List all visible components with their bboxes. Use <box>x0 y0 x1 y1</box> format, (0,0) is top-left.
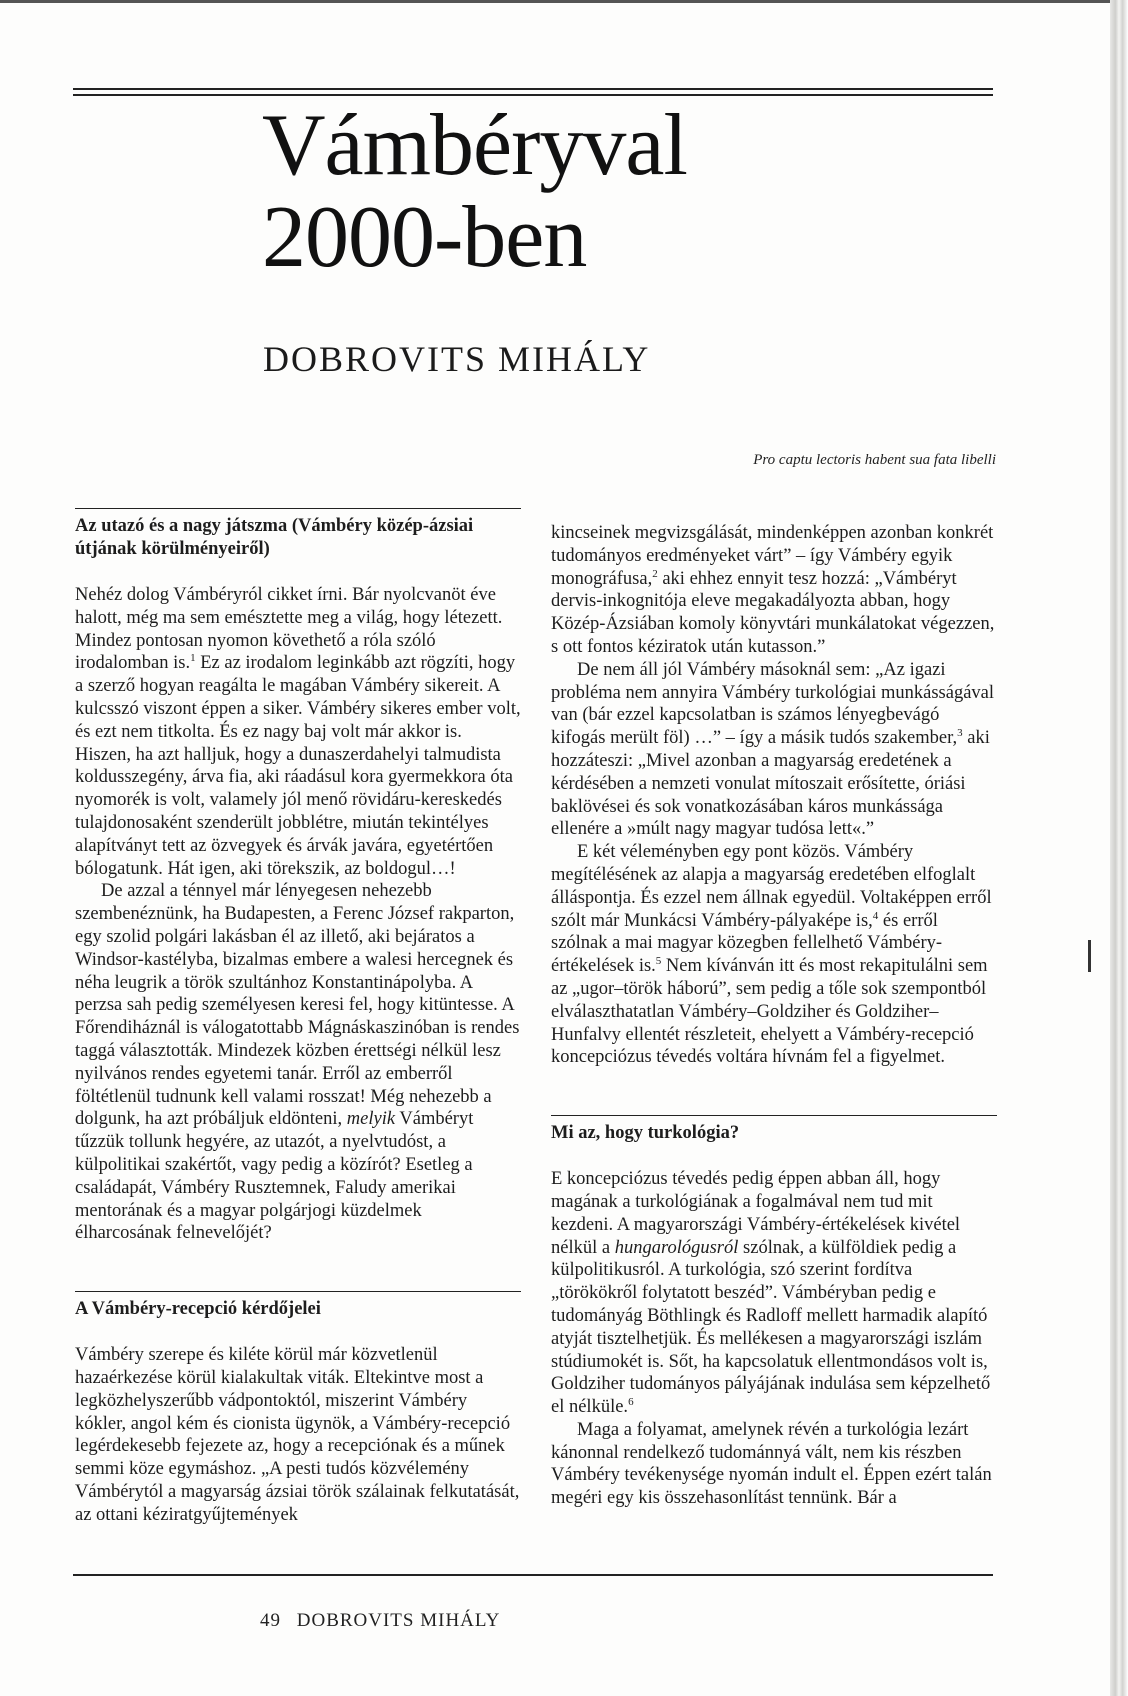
section-heading: Mi az, hogy turkológia? <box>551 1115 997 1145</box>
header-double-rule <box>73 88 993 96</box>
footnote-ref[interactable]: 5 <box>655 954 662 967</box>
left-column <box>75 508 521 1526</box>
article-title <box>262 97 687 286</box>
paragraph: De nem áll jól Vámbéry másoknál sem: „Az igazi probléma nem annyira Vámbéry turkológiai munkásságával van (bár ezzel kapcsolatban is számos lényegbevágó kifogás merült föl) …” – így a másik tudós szakember,$^3$ aki hozzáteszi: „Mivel azonban a magyarság eredetének a kérdésében a nemzeti vonulat mítoszait erősítette, óriási baklövései és sok vonatkozásában káros munkássága ellenére a »múlt nagy magyar tudósa lett«.” <box>551 659 995 840</box>
paragraph: Nehéz dolog Vámbéryról cikket írni. Bár nyolcvanöt éve halott, még ma sem emésztette meg a világ, hogy létezett. Mindez pontosan nyomon követhető a róla szóló irodalomban is.$^1$ Ez az irodalom leginkább azt rögzíti, hogy a szerző hogyan reagálta le magában Vámbéry sikereit. A kulcsszó viszont éppen a siker. Vámbéry sikeres ember volt, és ezt nem titkolta. És ez nagy baj volt már akkor is. Hiszen, ha azt halljuk, hogy a dunaszerdahelyi talmudista koldusszegény, árva fia, aki ráadásul kora gyermekkora óta nyomorék is volt, valamely jól menő rövidáru-kereskedés tulajdonosaként szenderült jobblétre, miután tekintélyes alapítványt tett az özvegyek és árvák javára, egyetértően bólogatunk. Hát igen, aki törekszik, az boldogul…! <box>75 585 521 879</box>
section-heading: Az utazó és a nagy játszma (Vámbéry közép-ázsiai útjának körülményeiről) <box>75 508 521 561</box>
title-line-1: Vámbéryval <box>262 97 687 194</box>
author-name: DOBROVITS MIHÁLY <box>263 339 651 379</box>
scan-top-edge <box>0 0 1110 3</box>
paragraph: Maga a folyamat, amelynek révén a turkológia lezárt kánonnal rendelkező tudománnyá vált, nem kis részben Vámbéry tevékenysége nyomán indult el. Éppen ezért talán megéri egy kis összehasonlítást tennünk. Bár a <box>551 1419 992 1509</box>
title-line-2: 2000-ben <box>262 189 587 286</box>
page-number: 49 <box>260 1610 281 1631</box>
footnote-ref[interactable]: 2 <box>652 567 658 580</box>
footnote-ref[interactable]: 3 <box>957 727 963 740</box>
footnote-ref[interactable]: 4 <box>872 909 879 922</box>
scan-artifact <box>1088 940 1091 972</box>
right-column <box>551 522 997 1510</box>
paragraph: De azzal a ténnyel már lényegesen nehezebb szembenéznünk, ha Budapesten, a Ferenc József rakparton, egy szolid polgári lakásban él az illető, aki bejáratos a Windsor-kastélyba, bizalmas embere a walesi hercegnek és néha leugrik a török szultánhoz Konstantinápolyba. A perzsa sah pedig személyesen keresi fel, hogy kitüntesse. A Főrendiháznál is válogatottabb Mágnáskaszinóban is rendes taggá választották. Mindezek közben érettségi nélkül lesz nyilvános rendes egyetemi tanár. Erről az emberről föltétlenül tudnunk kell valami rosszat! Még nehezebb a dolgunk, ha azt próbáljuk eldönteni, melyik Vámbéryt tűzzük tollunk hegyére, az utazót, a nyelvtudóst, a külpolitikai szakértőt, vagy pedig a közírót? Esetleg a családapát, Vámbéry Rusztemnek, Faludy amerikai mentorának és a magyar polgárjogi küzdelmek élharcosának felnevelőjét? <box>75 881 520 1244</box>
footer-rule <box>73 1574 993 1576</box>
paragraph: kincseinek megvizsgálását, mindenképpen azonban konkrét tudományos eredményeket várt” – így Vámbéry egyik monográfusa,$^2$ aki ehhez ennyit tesz hozzá: „Vámbéryt dervis-inkognitója eleve megakadályozta abban, hogy Közép-Ázsiában komoly könyvtári munkálatokat végezzen, s ott fontos kéziratok után kutasson.” <box>551 523 995 657</box>
epigraph: Pro captu lectoris habent sua fata libelli <box>753 452 996 468</box>
scan-page-edge <box>1110 0 1128 1696</box>
running-head: DOBROVITS MIHÁLY <box>296 1610 501 1631</box>
footnote-ref[interactable]: 1 <box>190 652 196 665</box>
footnote-ref[interactable]: 6 <box>628 1395 634 1408</box>
paragraph: E koncepciózus tévedés pedig éppen abban áll, hogy magának a turkológiának a fogalmával nem tud mit kezdeni. A magyarországi Vámbéry-értékelések kivétel nélkül a hungarológusról szólnak, a külföldiek pedig a külpolitikusról. A turkológia, szó szerint fordítva „törökökről folytatott beszéd”. Vámbéryban pedig e tudományág Böthlingk és Radloff mellett harmadik alapító atyját tisztelhetjük. És mellékesen a magyarországi iszlám stúdiumokét is. Sőt, ha kapcsolatuk ellentmondásos volt is, Goldziher tudományos pályájának indulása sem képzelhető el nélküle.$^6$ <box>551 1169 991 1418</box>
page-footer <box>260 1610 500 1632</box>
section-heading: A Vámbéry-recepció kérdőjelei <box>75 1291 521 1321</box>
paragraph: E két véleményben egy pont közös. Vámbéry megítélésének az alapja a magyarság eredetében elfoglalt álláspontja. És ezzel nem állnak egyedül. Voltaképpen erről szólt már Munkácsi Vámbéry-pályaképe is,$^4$ és erről szólnak a mai magyar közegben fellelhető Vámbéry-értékelések is.$^5$ Nem kívánván itt és most rekapitulálni sem az „ugor–török háború”, sem pedig a tőle sok szempontból elválaszthatatlan Vámbéry–Goldziher és Goldziher–Hunfalvy ellentét részleteit, ehelyett a Vámbéry-recepció koncepciózus tévedés voltára hívnám fel a figyelmet. <box>551 842 992 1068</box>
paragraph: Vámbéry szerepe és kiléte körül már közvetlenül hazaérkezése körül kialakultak viták. Eltekintve most a legközhelyszerűbb vádpontoktól, miszerint Vámbéry kókler, angol kém és cionista ügynök, a Vámbéry-recepció legérdekesebb fejezete az, hogy a recepciónak és a műnek semmi köze egymáshoz. „A pesti tudós közvélemény Vámbérytól a magyarság ázsiai török szálainak felkutatását, az ottani kéziratgyűjtemények <box>75 1345 520 1525</box>
